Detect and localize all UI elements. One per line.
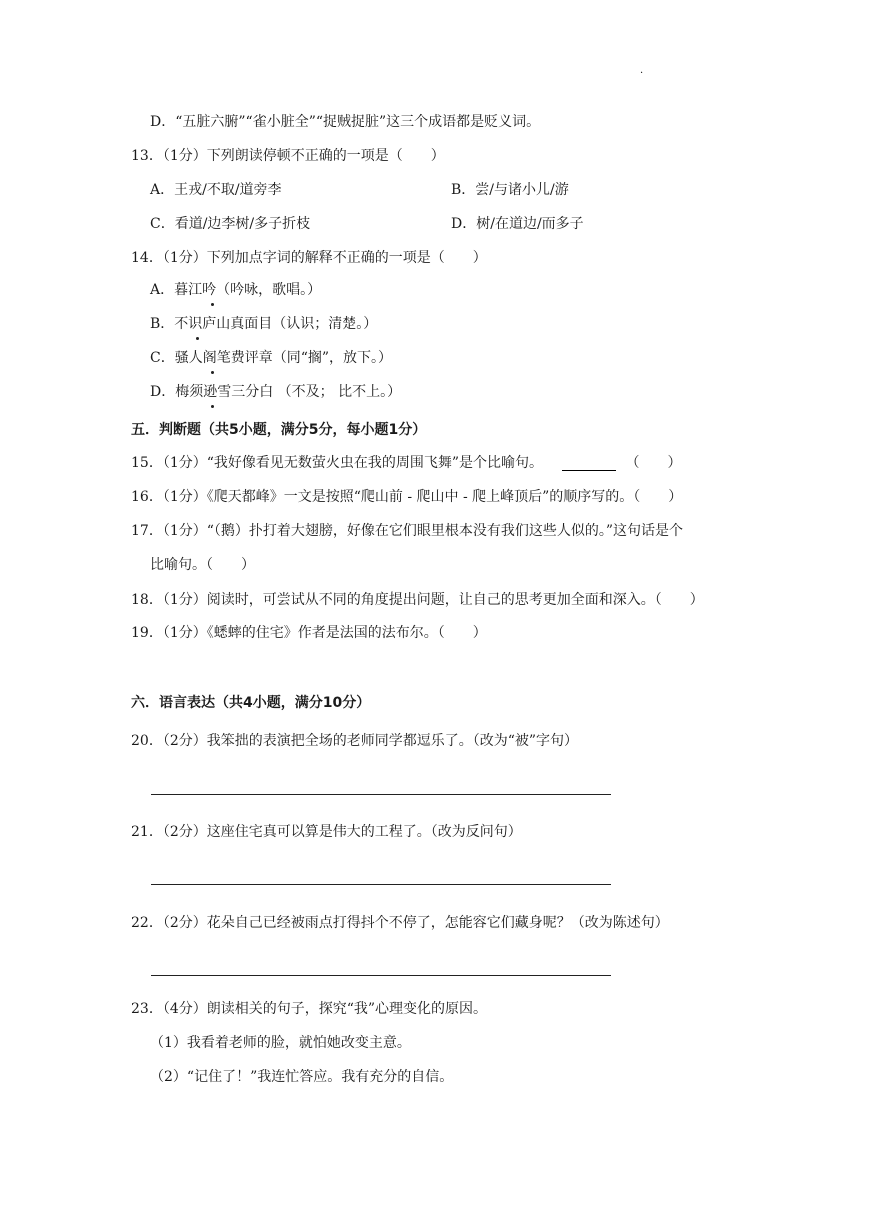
section-6-heading: 六．语言表达（共4小题，满分10分）	[131, 695, 371, 711]
q18-stem: 18．（1分）阅读时，可尝试从不同的角度提出问题，让自己的思考更加全面和深入。（ ）	[131, 592, 704, 608]
emphasis-dot	[211, 405, 214, 408]
q14-option-d: D．梅须逊雪三分白 （不及； 比不上。）	[150, 384, 402, 400]
q13-option-c: C．看道/边李树/多子折枝	[150, 216, 311, 232]
q15-paren: （ ）	[625, 455, 682, 471]
page-header-mark: ·	[640, 68, 644, 79]
q20-stem: 20．（2分）我笨拙的表演把全场的老师同学都逗乐了。（改为“被”字句）	[131, 733, 579, 749]
emphasis-dot	[211, 371, 214, 374]
q19-stem: 19．（1分）《蟋蟀的住宅》作者是法国的法布尔。（ ）	[131, 625, 487, 641]
q21-stem: 21．（2分）这座住宅真可以算是伟大的工程了。（改为反问句）	[131, 824, 522, 840]
q15-answer-blank[interactable]	[562, 456, 616, 471]
q12-option-d: D．“五脏六腑”“雀小脏全”“捉贼捉脏”这三个成语都是贬义词。	[150, 114, 541, 130]
q22-stem: 22．（2分）花朵自己已经被雨点打得抖个不停了，怎能容它们藏身呢？（改为陈述句）	[131, 915, 669, 931]
q14-option-c: C．骚人阁笔费评章（同“搁”，放下。）	[150, 350, 393, 366]
section-5-heading: 五．判断题（共5小题，满分5分，每小题1分）	[131, 422, 427, 438]
q14-stem: 14．（1分）下列加点字词的解释不正确的一项是（ ）	[131, 250, 487, 266]
q23-item-2: （2）“记住了！”我连忙答应。我有充分的自信。	[150, 1069, 454, 1085]
q23-stem: 23．（4分）朗读相关的句子，探究“我”心理变化的原因。	[131, 1001, 488, 1017]
q23-item-1: （1）我看着老师的脸，就怕她改变主意。	[150, 1035, 411, 1051]
emphasis-dot	[211, 303, 214, 306]
emphasis-dot	[196, 337, 199, 340]
q16-stem: 16．（1分）《爬天都峰》一文是按照“爬山前 - 爬山中 - 爬上峰顶后”的顺序写的。（ ）	[131, 489, 683, 505]
q13-stem: 13．（1分）下列朗读停顿不正确的一项是（ ）	[131, 148, 445, 164]
q14-option-a: A．暮江吟（吟咏，歌唱。）	[150, 282, 322, 298]
q14-option-b: B．不识庐山真面目（认识；清楚。）	[150, 316, 378, 332]
q15-stem	[131, 453, 682, 473]
q13-option-b: B．尝/与诸小儿/游	[451, 182, 569, 198]
q20-answer-line[interactable]	[151, 794, 611, 795]
q21-answer-line[interactable]	[151, 884, 611, 885]
q13-option-d: D．树/在道边/而多子	[451, 216, 584, 232]
q17-stem: 17．（1分）“（鹅）扑打着大翅膀，好像在它们眼里根本没有我们这些人似的。”这句话是个	[131, 523, 684, 539]
q17-stem-continued: 比喻句。（ ）	[150, 557, 255, 573]
q15-text: 15．（1分）“我好像看见无数萤火虫在我的周围飞舞”是个比喻句。	[131, 455, 544, 471]
q13-option-a: A．王戎/不取/道旁李	[150, 182, 282, 198]
q22-answer-line[interactable]	[151, 975, 611, 976]
